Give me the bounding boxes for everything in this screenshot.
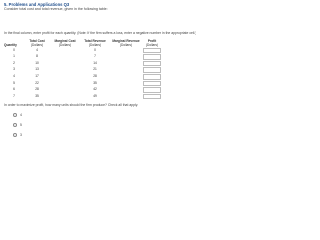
profit-input[interactable] <box>143 61 161 67</box>
table-row <box>4 74 162 81</box>
header-label: Total Cost <box>29 39 45 43</box>
marginal-cost-cell <box>50 93 80 100</box>
total-revenue-cell: 42 <box>93 87 97 92</box>
radio-button[interactable] <box>13 133 17 137</box>
option-quantity-5[interactable] <box>13 120 22 130</box>
header-total-cost <box>24 40 50 47</box>
header-unit: (Dollars) <box>30 42 44 47</box>
marginal-revenue-cell <box>110 93 142 100</box>
total-cost-cell: 22 <box>35 80 39 85</box>
total-cost-cell: 8 <box>36 54 38 59</box>
problem-title: 5. Problems and Applications Q3 <box>4 2 70 7</box>
option-quantity-4[interactable] <box>13 110 22 120</box>
header-total-revenue <box>80 40 110 47</box>
header-label: Marginal Revenue <box>112 39 140 43</box>
marginal-cost-cell <box>50 67 80 74</box>
header-unit: (Dollars) <box>145 42 159 47</box>
marginal-revenue-cell <box>110 74 142 81</box>
profit-cell <box>142 47 162 54</box>
table-row <box>4 54 162 61</box>
table-row <box>4 80 162 87</box>
option-label: 5 <box>20 123 22 127</box>
answer-options <box>13 110 22 140</box>
profit-cell <box>142 87 162 94</box>
profit-cell <box>142 80 162 87</box>
profit-cell <box>142 74 162 81</box>
quantity-cell: 7 <box>13 93 15 98</box>
table-instruction: In the final column, enter profit for each quantity. (Note: If the firm suffers a loss, enter a negative number in the appropriate cell.) <box>4 31 196 35</box>
table-row <box>4 67 162 74</box>
question-prompt: In order to maximize profit, how many units should the firm produce? Check all that apply. <box>4 103 139 107</box>
header-quantity <box>4 40 24 47</box>
marginal-cost-cell <box>50 80 80 87</box>
marginal-revenue-cell <box>110 47 142 54</box>
option-quantity-3[interactable] <box>13 130 22 140</box>
quantity-cell: 2 <box>13 60 15 65</box>
marginal-revenue-cell <box>110 60 142 67</box>
total-revenue-cell: 0 <box>94 47 96 52</box>
table-row <box>4 47 162 54</box>
quantity-cell: 3 <box>13 67 15 72</box>
header-unit: (Dollars) <box>88 42 102 47</box>
quantity-cell: 1 <box>13 54 15 59</box>
profit-cell <box>142 54 162 61</box>
profit-cell <box>142 60 162 67</box>
header-unit: (Dollars) <box>58 42 72 47</box>
marginal-cost-cell <box>50 60 80 67</box>
total-revenue-cell: 7 <box>94 54 96 59</box>
marginal-revenue-cell <box>110 80 142 87</box>
header-label: Quantity <box>4 42 17 47</box>
profit-input[interactable] <box>143 87 161 93</box>
header-profit <box>142 40 162 47</box>
total-revenue-cell: 35 <box>93 80 97 85</box>
total-revenue-cell: 21 <box>93 67 97 72</box>
quantity-cell: 5 <box>13 80 15 85</box>
profit-input[interactable] <box>143 94 161 100</box>
profit-cell <box>142 67 162 74</box>
total-revenue-cell: 14 <box>93 60 97 65</box>
marginal-cost-cell <box>50 74 80 81</box>
profit-input[interactable] <box>143 54 161 60</box>
option-label: 3 <box>20 133 22 137</box>
total-cost-cell: 13 <box>35 67 39 72</box>
quantity-cell: 0 <box>13 47 15 52</box>
option-label: 4 <box>20 113 22 117</box>
profit-cell <box>142 93 162 100</box>
marginal-cost-cell <box>50 47 80 54</box>
table-row <box>4 60 162 67</box>
header-marginal-cost <box>50 40 80 47</box>
marginal-revenue-cell <box>110 54 142 61</box>
table-row <box>4 93 162 100</box>
quantity-cell: 6 <box>13 87 15 92</box>
profit-input[interactable] <box>143 81 161 87</box>
header-label: Total Revenue <box>84 39 106 43</box>
radio-button[interactable] <box>13 123 17 127</box>
total-revenue-cell: 28 <box>93 74 97 79</box>
marginal-revenue-cell <box>110 67 142 74</box>
marginal-cost-cell <box>50 87 80 94</box>
header-label: Profit <box>147 39 157 43</box>
cost-revenue-table <box>4 40 162 100</box>
marginal-revenue-cell <box>110 87 142 94</box>
header-unit: (Dollars) <box>119 42 133 47</box>
total-revenue-cell: 49 <box>93 93 97 98</box>
total-cost-cell: 28 <box>35 87 39 92</box>
header-label: Marginal Cost <box>54 39 76 43</box>
profit-input[interactable] <box>143 48 161 54</box>
total-cost-cell: 35 <box>35 93 39 98</box>
total-cost-cell: 10 <box>35 60 39 65</box>
profit-input[interactable] <box>143 67 161 73</box>
profit-input[interactable] <box>143 74 161 80</box>
table-row <box>4 87 162 94</box>
header-marginal-revenue <box>110 40 142 47</box>
quantity-cell: 4 <box>13 74 15 79</box>
total-cost-cell: 17 <box>35 74 39 79</box>
table-header-row <box>4 40 162 47</box>
radio-button[interactable] <box>13 113 17 117</box>
problem-intro: Consider total cost and total revenue, given in the following table: <box>4 7 108 11</box>
marginal-cost-cell <box>50 54 80 61</box>
total-cost-cell: 4 <box>36 47 38 52</box>
